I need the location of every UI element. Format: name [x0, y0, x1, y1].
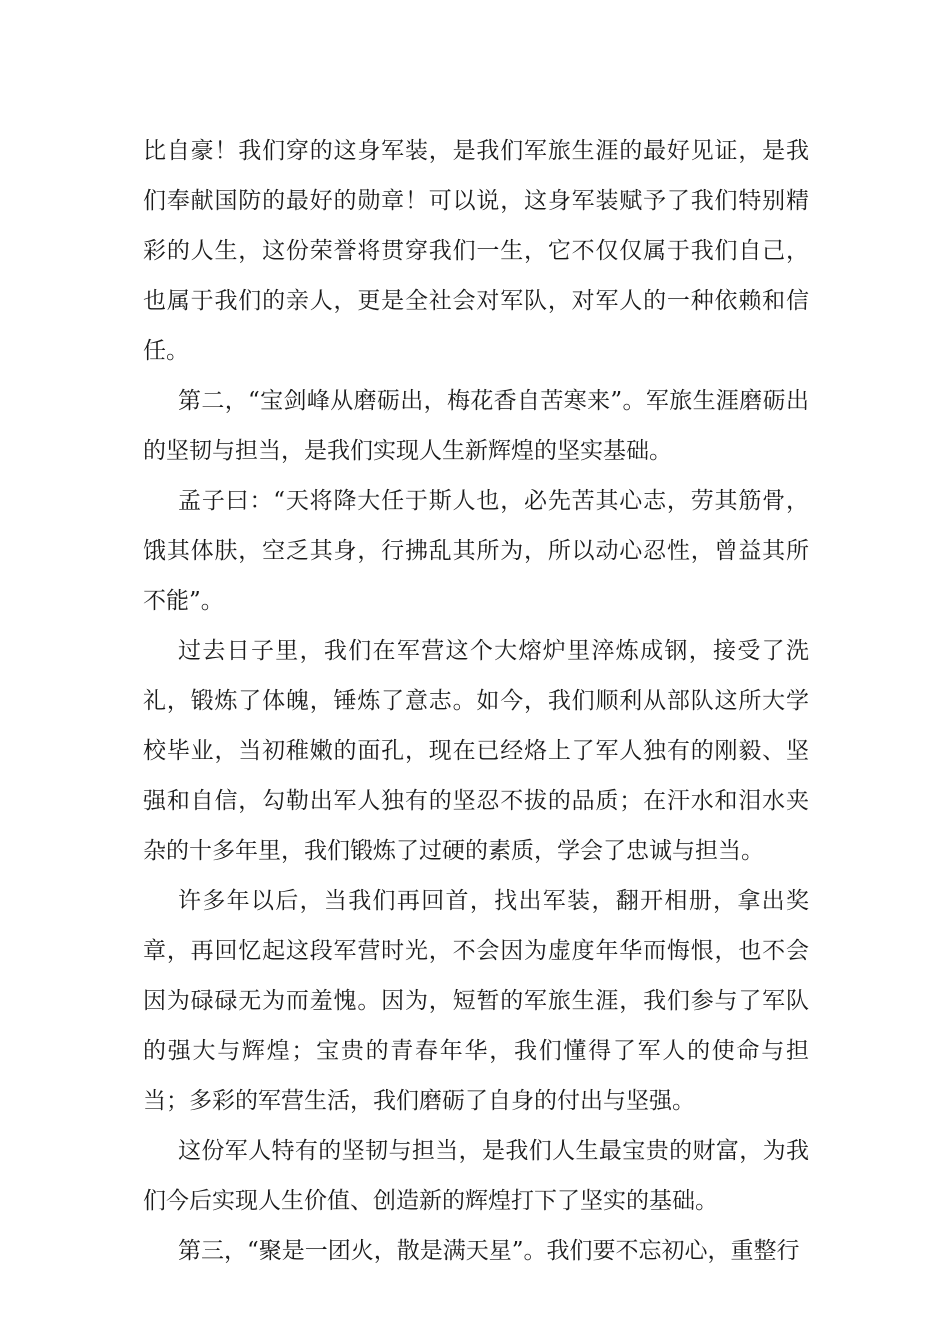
paragraph-years-later: 许多年以后，当我们再回首，找出军装，翻开相册，拿出奖章，再回忆起这段军营时光，不会因为虚度年华而悔恨，也不会因为碌碌无为而羞愧。因为，短暂的军旅生涯，我们参与了军队的强大与辉煌；宝贵的青春年华，我们懂得了军人的使命与担当；多彩的军营生活，我们磨砺了自身的付出与坚强。 — [143, 888, 809, 1114]
paragraph-third-point: 第三，“聚是一团火，散是满天星”。我们要不忘初心，重整行 — [178, 1238, 800, 1264]
document-body — [143, 126, 809, 1276]
paragraph-past-days: 过去日子里，我们在军营这个大熔炉里淬炼成钢，接受了洗礼，锻炼了体魄，锤炼了意志。如今，我们顺利从部队这所大学校毕业，当初稚嫩的面孔，现在已经烙上了军人独有的刚毅、坚强和自信，勾勒出军人独有的坚忍不拔的品质；在汗水和泪水夹杂的十多年里，我们锻炼了过硬的素质，学会了忠诚与担当。 — [143, 638, 809, 864]
paragraph-continuation: 比自豪！我们穿的这身军装，是我们军旅生涯的最好见证，是我们奉献国防的最好的勋章！可以说，这身军装赋予了我们特别精彩的人生，这份荣誉将贯穿我们一生，它不仅仅属于我们自己，也属于我们的亲人，更是全社会对军队，对军人的一种依赖和信任。 — [143, 138, 809, 364]
paragraph-wealth: 这份军人特有的坚韧与担当，是我们人生最宝贵的财富，为我们今后实现人生价值、创造新的辉煌打下了坚实的基础。 — [143, 1138, 809, 1214]
paragraph-second-point: 第二，“宝剑峰从磨砺出，梅花香自苦寒来”。军旅生涯磨砺出的坚韧与担当，是我们实现人生新辉煌的坚实基础。 — [143, 388, 809, 464]
paragraph-mencius-quote: 孟子曰：“天将降大任于斯人也，必先苦其心志，劳其筋骨，饿其体肤，空乏其身，行拂乱其所为，所以动心忍性，曾益其所不能”。 — [143, 488, 809, 614]
